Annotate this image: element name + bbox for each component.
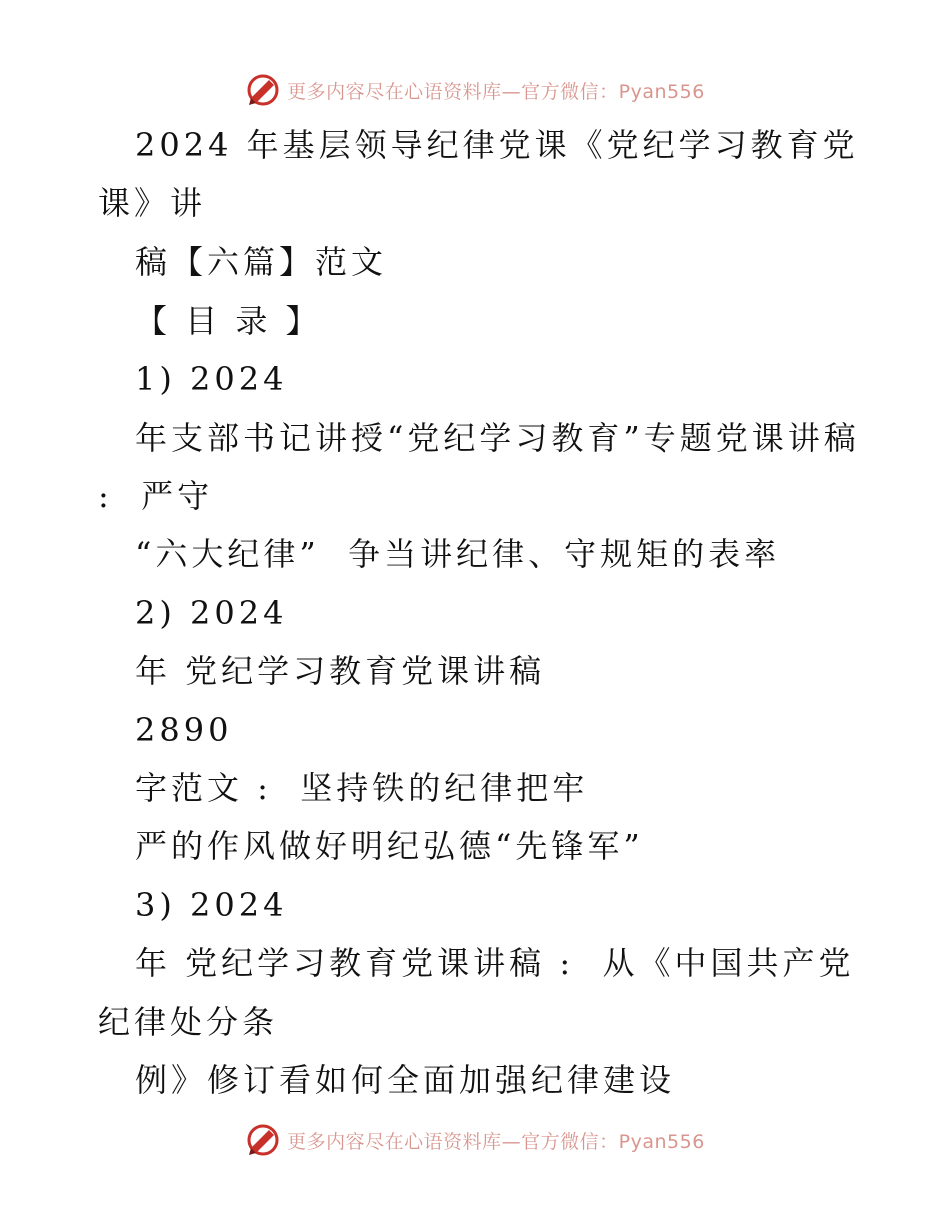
toc-item-3-number: 3) 2024 xyxy=(135,886,288,924)
toc-item-2-line-2: 2890 xyxy=(135,711,233,749)
toc-item-2-number: 2) 2024 xyxy=(135,594,288,632)
toc-item-1-line-1: 年支部书记讲授“党纪学习教育”专题党课讲稿 xyxy=(135,419,860,457)
toc-item-2-line-1: 年 党纪学习教育党课讲稿 xyxy=(135,652,546,690)
toc-item-1-line-2: : 严守 xyxy=(98,477,214,515)
toc-item-2-line-4: 严的作风做好明纪弘德“先锋军” xyxy=(135,827,644,865)
doc-line-title-2: 课》讲 xyxy=(98,184,207,222)
toc-item-2-line-3: 字范文 : 坚持铁的纪律把牢 xyxy=(135,769,589,807)
footer-banner-text: 更多内容尽在心语资料库—官方微信：Pyan556 xyxy=(287,1130,705,1153)
toc-item-1-line-3: “六大纪律” 争当讲纪律、守规矩的表率 xyxy=(135,535,781,573)
toc-item-3-line-3: 例》修订看如何全面加强纪律建设 xyxy=(135,1061,676,1099)
pen-circle-logo-icon xyxy=(245,72,281,108)
doc-line-title-3: 稿【六篇】范文 xyxy=(135,243,388,281)
toc-heading: 【 目 录 】 xyxy=(135,302,322,340)
toc-item-1-number: 1) 2024 xyxy=(135,360,288,398)
header-banner xyxy=(0,70,950,110)
footer-banner xyxy=(0,1120,950,1160)
toc-item-3-line-1: 年 党纪学习教育党课讲稿 : 从《中国共产党 xyxy=(135,944,855,982)
toc-item-3-line-2: 纪律处分条 xyxy=(98,1003,279,1041)
pen-circle-logo-icon xyxy=(245,1122,281,1158)
doc-line-title-1: 2024 年基层领导纪律党课《党纪学习教育党 xyxy=(135,126,859,164)
header-banner-text: 更多内容尽在心语资料库—官方微信：Pyan556 xyxy=(287,80,705,103)
